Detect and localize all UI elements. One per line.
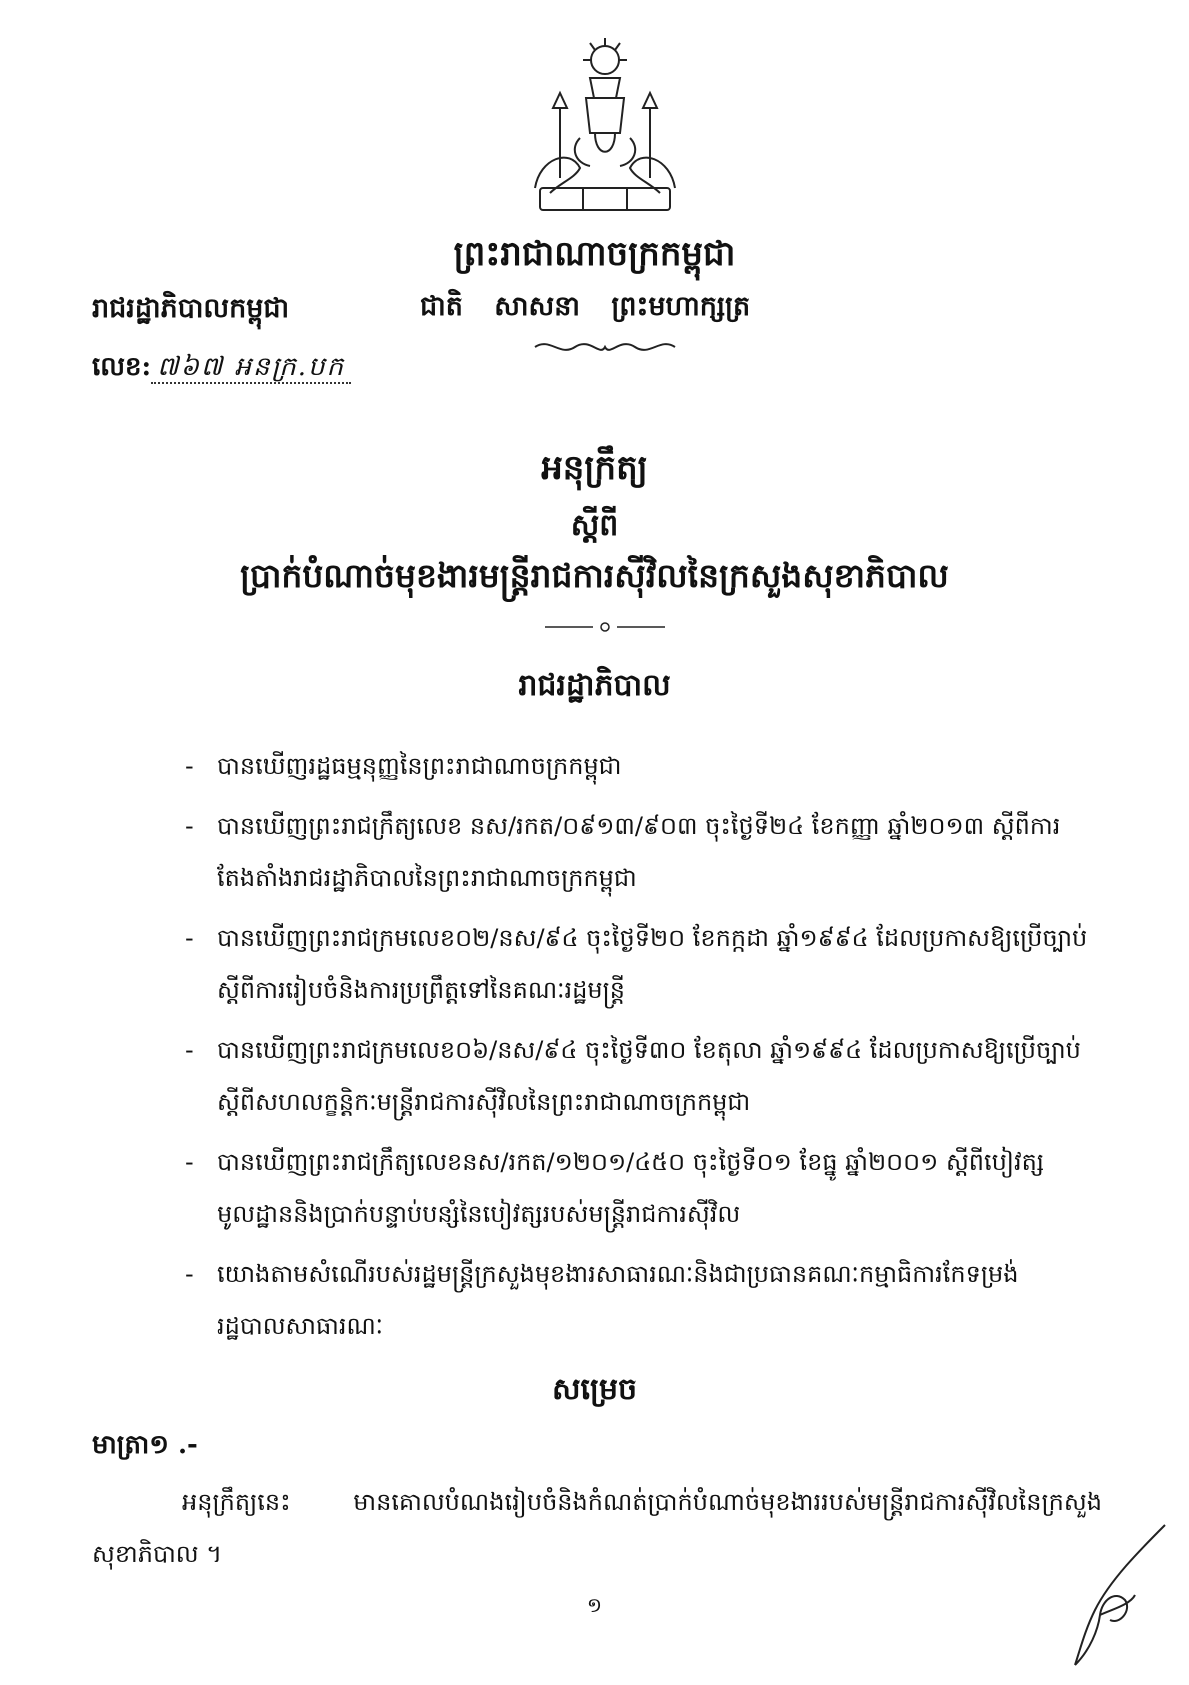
number-value: ៧៦៧ អនក្រ.បក: [151, 352, 351, 384]
considerations-list: [185, 740, 1105, 1360]
document-type: អនុក្រឹត្យ: [541, 448, 648, 488]
national-motto: ជាតិ សាសនា ព្រះមហាក្សត្រ: [420, 291, 751, 322]
signature-icon: [1040, 1520, 1170, 1670]
list-item: - បានឃើញព្រះរាជក្រឹត្យលេខនស/រកត/១២០១/៤៥០ ចុះថ្ងៃទី០១ ខែធ្នូ ឆ្នាំ២០០១ ស្តីពីបៀវត្សមូលដ្ឋាននិងប្រាក់បន្ទាប់បន្សំនៃបៀវត្សរបស់មន្ត្រីរាជការស៊ីវិល: [185, 1148, 1045, 1228]
issuer-heading: រាជរដ្ឋាភិបាល: [518, 668, 671, 703]
government-name: រាជរដ្ឋាភិបាលកម្ពុជា: [92, 293, 290, 324]
list-item: - យោងតាមសំណើរបស់រដ្ឋមន្ត្រីក្រសួងមុខងារសាធារណៈនិងជាប្រធានគណៈកម្មាធិការកែទម្រង់រដ្ឋបាលសាធារណៈ: [185, 1260, 1019, 1340]
separator-ornament-icon: [545, 620, 665, 634]
document-subject: ប្រាក់បំណាច់មុខងារមន្ត្រីរាជការស៊ីវិលនៃក្រសួងសុខាភិបាល: [240, 556, 949, 595]
list-item: - បានឃើញរដ្ឋធម្មនុញ្ញនៃព្រះរាជាណាចក្រកម្ពុជា: [185, 752, 622, 780]
title-about: ស្ដីពី: [570, 508, 619, 543]
page-number: ១: [586, 1593, 603, 1617]
article-label: មាត្រា១ .-: [92, 1430, 198, 1460]
kingdom-title: ព្រះរាជាណាចក្រកម្ពុជា: [453, 234, 736, 274]
decision-heading: សម្រេច: [551, 1372, 638, 1407]
list-item: - បានឃើញព្រះរាជក្រមលេខ០៦/នស/៩៤ ចុះថ្ងៃទី៣០ ខែតុលា ឆ្នាំ១៩៩៤ ដែលប្រកាសឱ្យប្រើច្បាប់ស្តីពីសហលក្ខន្តិកៈមន្ត្រីរាជការស៊ីវិលនៃព្រះរាជាណាចក្រកម្ពុជា: [185, 1036, 1081, 1116]
ornament-divider-icon: [530, 337, 680, 357]
number-label: លេខ:: [92, 352, 152, 382]
list-item: - បានឃើញព្រះរាជក្រឹត្យលេខ នស/រកត/០៩១៣/៩០៣ ចុះថ្ងៃទី២៤ ខែកញ្ញា ឆ្នាំ២០១៣ ស្តីពីការតែងតាំងរាជរដ្ឋាភិបាលនៃព្រះរាជាណាចក្រកម្ពុជា: [185, 812, 1061, 892]
royal-emblem-icon: [520, 38, 690, 218]
article-text: អនុក្រឹត្យនេះ មានគោលបំណងរៀបចំនិងកំណត់ប្រាក់បំណាច់មុខងាររបស់មន្ត្រីរាជការស៊ីវិលនៃក្រសួងសុខាភិបាល ។: [92, 1488, 1102, 1568]
list-item: - បានឃើញព្រះរាជក្រមលេខ០២/នស/៩៤ ចុះថ្ងៃទី២០ ខែកក្កដា ឆ្នាំ១៩៩៤ ដែលប្រកាសឱ្យប្រើច្បាប់ស្តីពីការរៀបចំនិងការប្រព្រឹត្តទៅនៃគណៈរដ្ឋមន្ត្រី: [185, 924, 1088, 1004]
document-number: [92, 350, 351, 388]
